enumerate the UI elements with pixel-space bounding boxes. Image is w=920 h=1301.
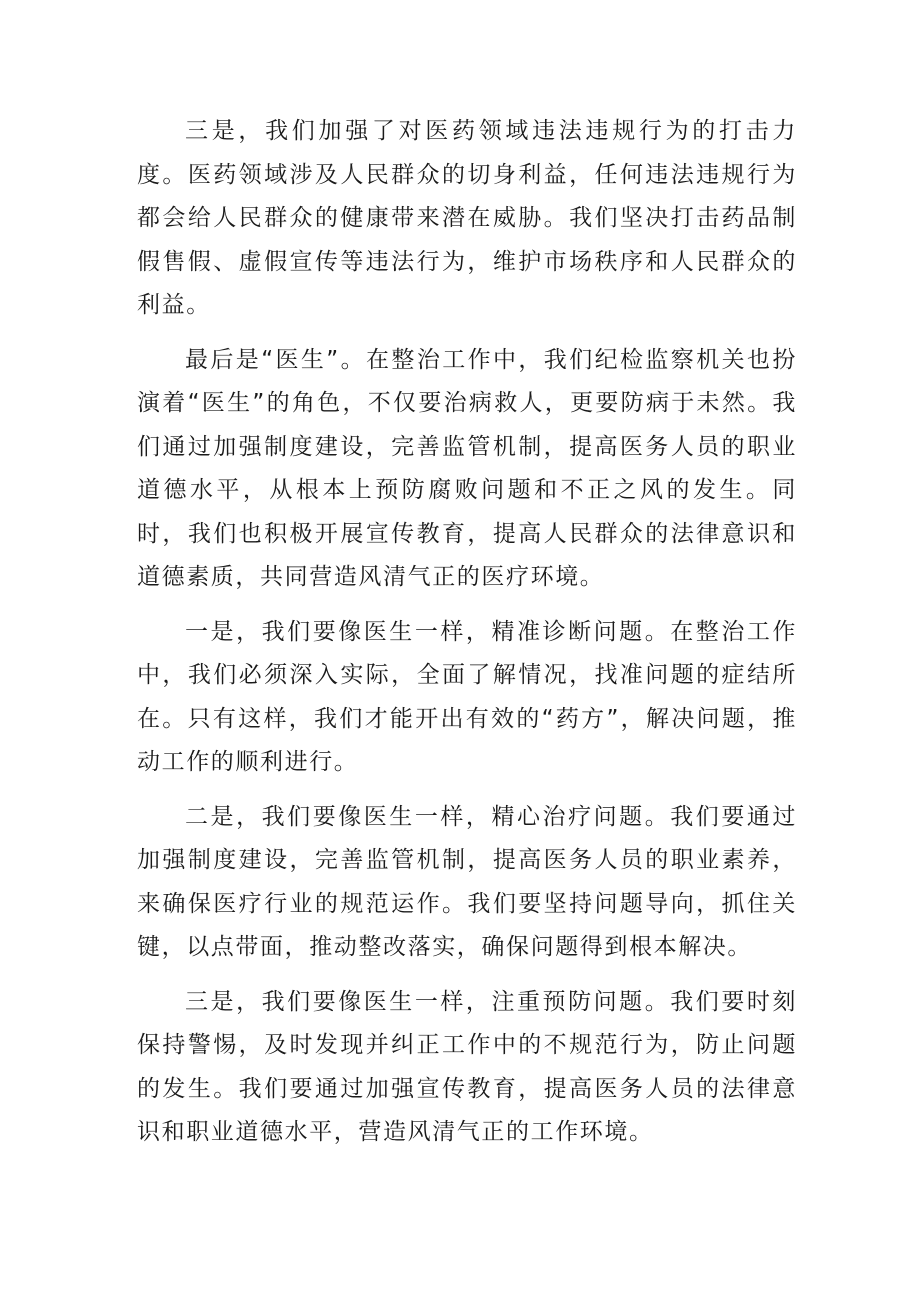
paragraph-crackdown-violations: 三是，我们加强了对医药领域违法违规行为的打击力度。医药领域涉及人民群众的切身利益，任何违法违规行为都会给人民群众的健康带来潜在威胁。我们坚决打击药品制假售假、虚假宣传等违法行为，维护市场秩序和人民群众的利益。 (137, 118, 797, 318)
paragraph-doctor-role: 最后是“医生”。在整治工作中，我们纪检监察机关也扮演着“医生”的角色，不仅要治病救人，更要防病于未然。我们通过加强制度建设，完善监管机制，提高医务人员的职业道德水平，从根本上预防腐败问题和不正之风的发生。同时，我们也积极开展宣传教育，提高人民群众的法律意识和道德素质，共同营造风清气正的医疗环境。 (137, 346, 797, 590)
paragraph-prevent-problems: 三是，我们要像医生一样，注重预防问题。我们要时刻保持警惕，及时发现并纠正工作中的不规范行为，防止问题的发生。我们要通过加强宣传教育，提高医务人员的法律意识和职业道德水平，营造风清气正的工作环境。 (137, 988, 797, 1145)
document-body (137, 110, 797, 1166)
paragraph-diagnose-problems: 一是，我们要像医生一样，精准诊断问题。在整治工作中，我们必须深入实际，全面了解情况，找准问题的症结所在。只有这样，我们才能开出有效的“药方”，解决问题，推动工作的顺利进行。 (137, 618, 797, 775)
paragraph-treat-problems: 二是，我们要像医生一样，精心治疗问题。我们要通过加强制度建设，完善监管机制，提高医务人员的职业素养，来确保医疗行业的规范运作。我们要坚持问题导向，抓住关键，以点带面，推动整改落实，确保问题得到根本解决。 (137, 803, 797, 960)
